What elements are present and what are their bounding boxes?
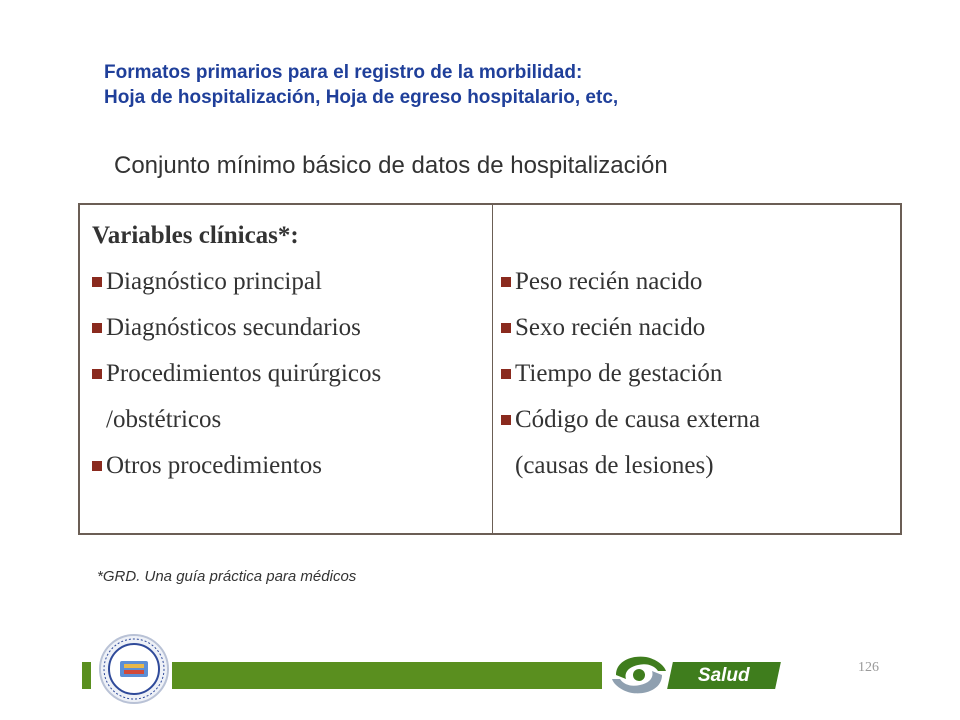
list-item: [501, 259, 900, 305]
list-item: [501, 305, 900, 351]
item-label: Procedimientos quirúrgicos: [106, 360, 382, 387]
item-label: Código de causa externa: [515, 406, 761, 433]
square-bullet-icon: [92, 277, 102, 287]
list-item: [501, 351, 900, 397]
right-column: [493, 205, 900, 533]
item-label: Otros procedimientos: [106, 452, 322, 479]
list-item: [92, 351, 492, 397]
salud-logo-text: Salud: [698, 664, 750, 686]
left-column: [80, 205, 493, 533]
square-bullet-icon: [92, 323, 102, 333]
list-item: [92, 443, 492, 489]
item-label: Sexo recién nacido: [515, 314, 706, 341]
square-bullet-icon: [501, 415, 511, 425]
square-bullet-icon: [92, 369, 102, 379]
footnote: *GRD. Una guía práctica para médicos: [97, 568, 357, 585]
page-number: 126: [858, 660, 879, 675]
header-line-2: Hoja de hospitalización, Hoja de egreso hospitalario, etc,: [104, 87, 619, 108]
salud-swirl-icon: [608, 651, 670, 699]
header-line-1: Formatos primarios para el registro de la morbilidad:: [104, 62, 583, 83]
item-label: Peso recién nacido: [515, 268, 703, 295]
list-item: [92, 259, 492, 305]
item-continuation: (causas de lesiones): [515, 452, 714, 479]
slide-header: [104, 60, 618, 110]
item-label: Diagnóstico principal: [106, 268, 322, 295]
square-bullet-icon: [92, 461, 102, 471]
square-bullet-icon: [501, 369, 511, 379]
salud-logo: [667, 662, 781, 689]
footer-bar-left: [82, 662, 91, 689]
list-item: [501, 397, 900, 443]
institution-seal-icon: [98, 633, 170, 705]
item-label: Tiempo de gestación: [515, 360, 723, 387]
item-continuation: /obstétricos: [106, 406, 222, 433]
item-label: Diagnósticos secundarios: [106, 314, 361, 341]
square-bullet-icon: [501, 277, 511, 287]
slide-subtitle: Conjunto mínimo básico de datos de hospitalización: [114, 152, 668, 179]
list-item: [92, 305, 492, 351]
square-bullet-icon: [501, 323, 511, 333]
data-table: [78, 203, 902, 535]
footer-bar: [172, 662, 602, 689]
variables-heading: Variables clínicas*:: [92, 222, 299, 249]
